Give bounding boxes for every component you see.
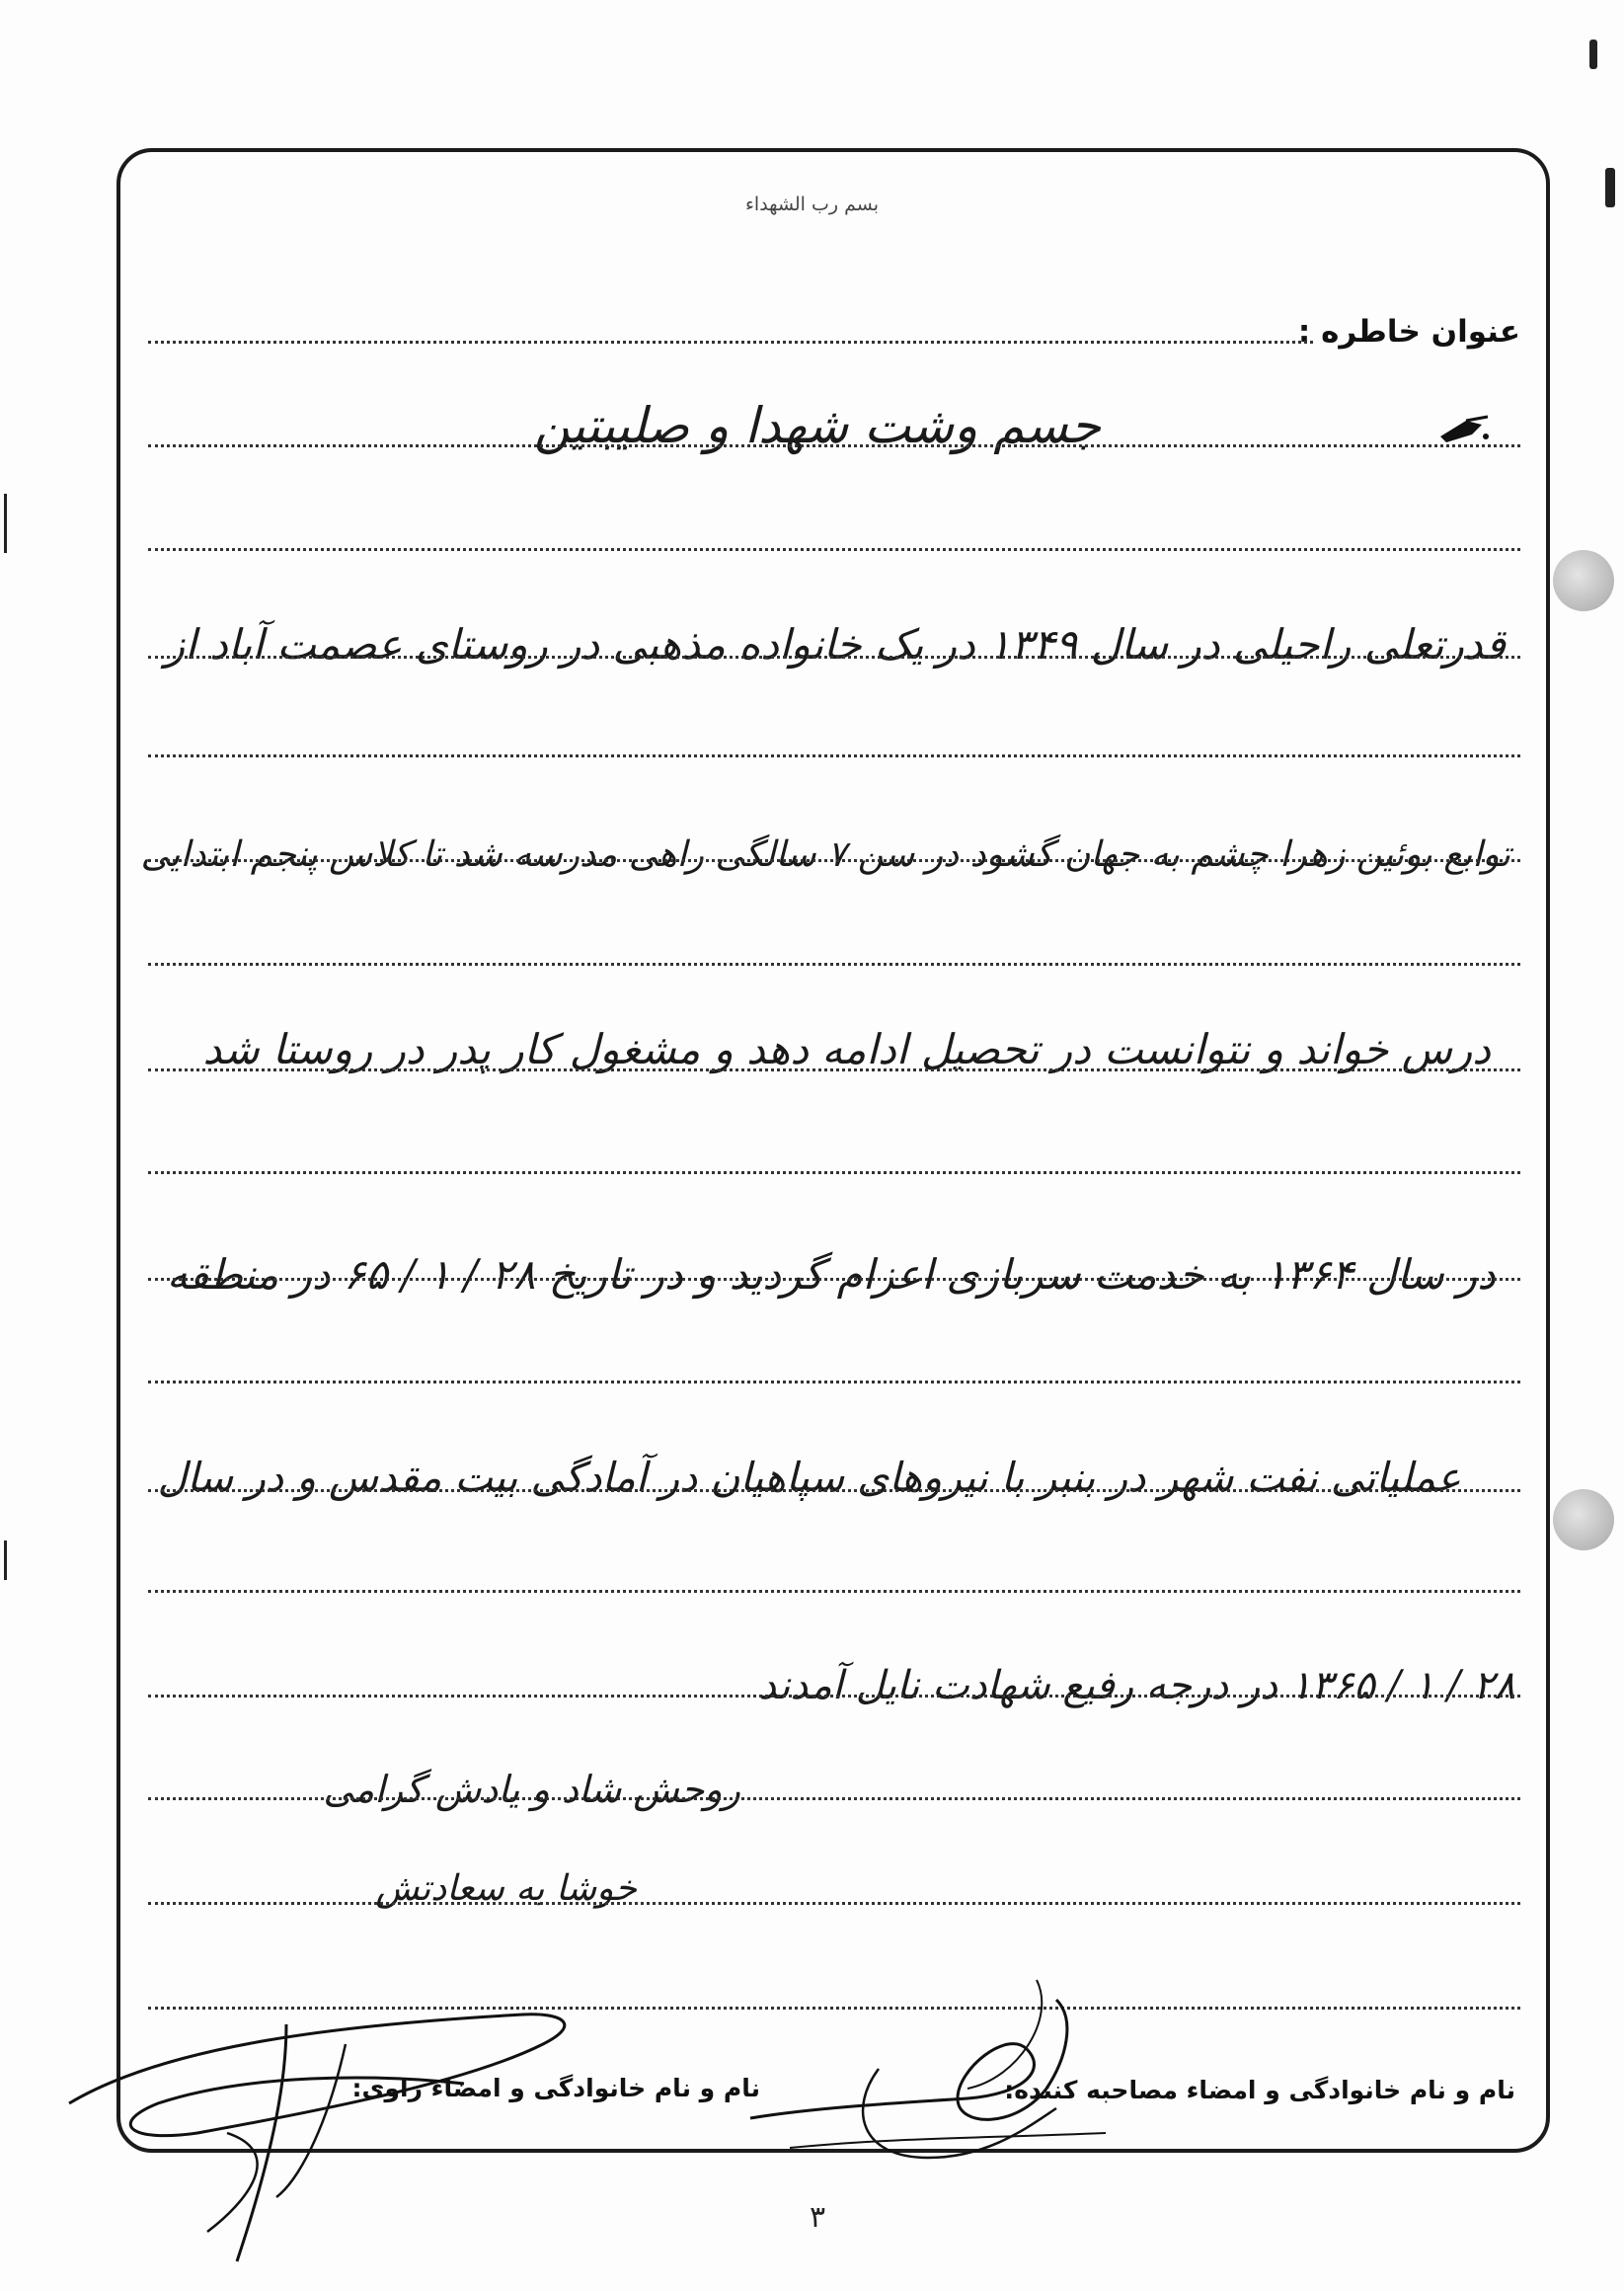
memoir-line-5: عملیاتی نفت شهر در بنبر با نیروهای سپاهیان در آمادگی بیت مقدس و در سال	[157, 1454, 1461, 1501]
ruled-line	[148, 1489, 1520, 1492]
ruled-line	[148, 1695, 1520, 1698]
memoir-closing-line-2: خوشا به سعادتش	[375, 1868, 637, 1909]
ruled-line	[148, 1171, 1520, 1174]
ruled-line	[148, 656, 1520, 659]
ruled-line	[148, 2007, 1520, 2010]
scan-edge-mark	[4, 494, 7, 553]
ruled-line	[148, 1590, 1520, 1593]
scan-edge-mark	[1589, 40, 1597, 69]
memoir-title-label: عنوان خاطره :	[1297, 314, 1520, 350]
pen-icon	[1436, 413, 1496, 448]
ruled-line	[148, 754, 1520, 757]
memoir-title-value: جسم وشت شهدا و صلیبتین	[533, 397, 1101, 454]
memoir-line-4: در سال ۱۳۶۴ به خدمت سربازی اعزام گردید و در تاریخ ۲۸ / ۱ / ۶۵ در منطقه	[166, 1250, 1496, 1299]
narrator-signature-label: نام و نام خانوادگی و امضاء راوی:	[351, 2074, 760, 2102]
ruled-line	[148, 548, 1520, 551]
ruled-line	[148, 1902, 1520, 1905]
title-dotted-line	[148, 341, 1313, 344]
punch-hole	[1553, 1489, 1614, 1550]
ruled-line	[148, 1797, 1520, 1800]
ruled-line	[148, 963, 1520, 966]
memoir-closing-line-1: روحش شاد و یادش گرامی	[323, 1768, 740, 1811]
ruled-line	[148, 444, 1520, 447]
memoir-line-2: توابع بوئین زهرا چشم به جهان گشود در سن ۷ سالگی راهی مدرسه شد تا کلاس پنجم ابتدایی	[140, 834, 1510, 875]
page-number: ۳	[810, 2200, 826, 2235]
ruled-line	[148, 1381, 1520, 1383]
memoir-line-6: ۲۸ / ۱ / ۱۳۶۵ در درجه رفیع شهادت نایل آمدند	[758, 1663, 1515, 1708]
punch-hole	[1553, 550, 1614, 611]
memoir-line-3: درس خواند و نتوانست در تحصیل ادامه دهد و مشغول کار پدر در روستا شد	[202, 1025, 1491, 1073]
basmala-header: بسم رب الشهداء	[745, 194, 879, 215]
ruled-line	[148, 859, 1520, 862]
memoir-line-1: قدرتعلی راحیلی در سال ۱۳۴۹ در یک خانواده مذهبی در روستای عصمت آباد از	[164, 620, 1506, 669]
ruled-line	[148, 1068, 1520, 1071]
scan-edge-mark	[4, 1540, 7, 1580]
interviewer-signature-label: نام و نام خانوادگی و امضاء مصاحبه کننده:	[1004, 2076, 1515, 2104]
ruled-line	[148, 1278, 1520, 1281]
